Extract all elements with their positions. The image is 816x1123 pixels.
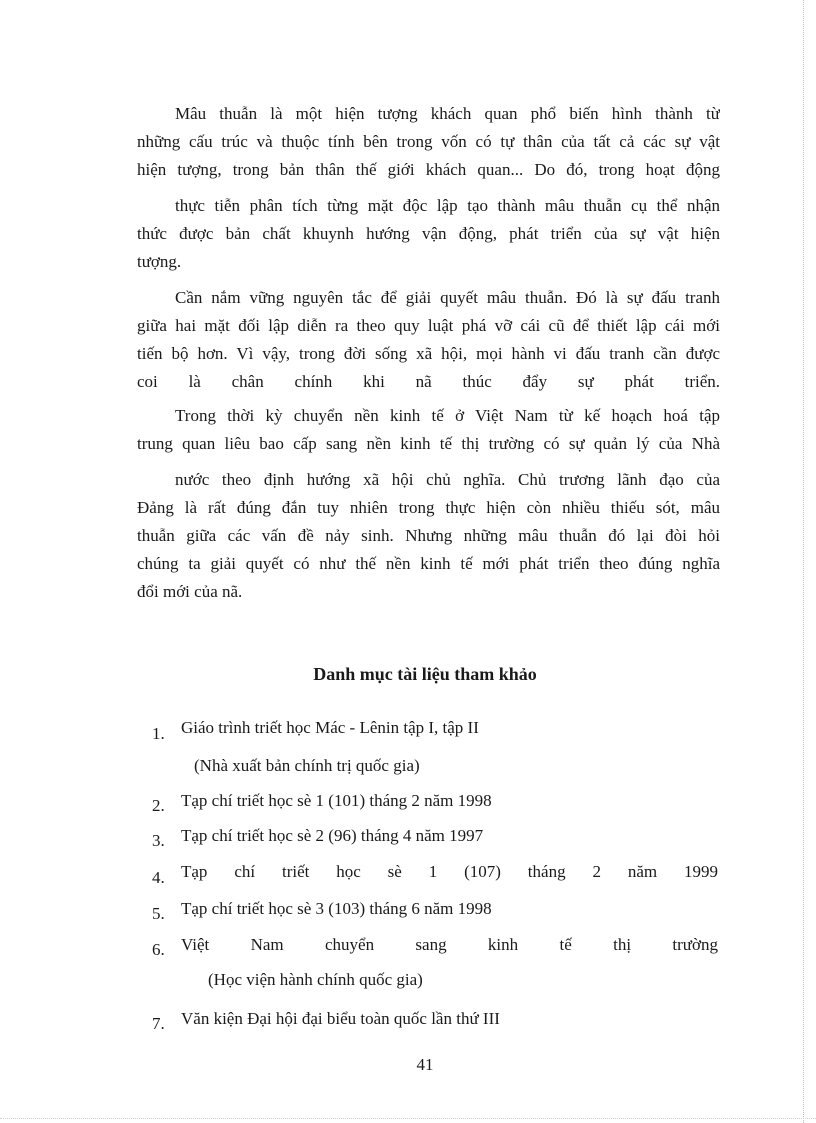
reference-text: Tạp chí triết học sè 1 (107) tháng 2 năm 1999 xyxy=(181,862,718,881)
reference-text: Giáo trình triết học Mác - Lênin tập I, tập II xyxy=(181,718,479,737)
reference-text: Tạp chí triết học sè 3 (103) tháng 6 năm 1998 xyxy=(181,899,492,918)
paragraph-line: thức được bản chất khuynh hướng vận động, phát triển của sự vật hiện xyxy=(137,224,720,243)
references-title: Danh mục tài liệu tham khảo xyxy=(313,664,537,684)
reference-number: 5. xyxy=(152,904,165,923)
reference-number: 2. xyxy=(152,796,165,815)
reference-subtext: (Học viện hành chính quốc gia) xyxy=(208,970,423,989)
paragraph-line: Mâu thuẫn là một hiện tượng khách quan phổ biến hình thành từ xyxy=(175,104,720,123)
reference-number: 3. xyxy=(152,831,165,850)
reference-text: Việt Nam chuyển sang kinh tế thị trường xyxy=(181,935,718,954)
reference-text: Tạp chí triết học sè 1 (101) tháng 2 năm 1998 xyxy=(181,791,492,810)
reference-number: 1. xyxy=(152,724,165,743)
paragraph-line: hiện tượng, trong bản thân thế giới khách quan... Do đó, trong hoạt động xyxy=(137,160,720,179)
paragraph-line: Đảng là rất đúng đắn tuy nhiên trong thực hiện còn nhiều thiếu sót, mâu xyxy=(137,498,720,517)
reference-number: 4. xyxy=(152,868,165,887)
paragraph-line: coi là chân chính khi nã thúc đẩy sự phát triển. xyxy=(137,372,720,391)
paragraph-line: nước theo định hướng xã hội chủ nghĩa. Chủ trương lãnh đạo của xyxy=(175,470,720,489)
paragraph-line: những cấu trúc và thuộc tính bên trong vốn có tự thân của tất cả các sự vật xyxy=(137,132,720,151)
paragraph-line: tiến bộ hơn. Vì vậy, trong đời sống xã hội, mọi hành vi đấu tranh cần được xyxy=(137,344,720,363)
page-number: 41 xyxy=(416,1055,434,1074)
page-edge-right xyxy=(803,0,804,1123)
paragraph-line: Trong thời kỳ chuyển nền kinh tế ở Việt Nam từ kế hoạch hoá tập xyxy=(175,406,720,425)
reference-number: 7. xyxy=(152,1014,165,1033)
paragraph-line: đổi mới của nã. xyxy=(137,582,243,601)
paragraph-line: thuẫn giữa các vấn đề nảy sinh. Nhưng những mâu thuẫn đó lại đòi hỏi xyxy=(137,526,720,545)
paragraph-line: chúng ta giải quyết có như thế nền kinh tế mới phát triển theo đúng nghĩa xyxy=(137,554,720,573)
reference-text: Tạp chí triết học sè 2 (96) tháng 4 năm 1997 xyxy=(181,826,484,845)
reference-subtext: (Nhà xuất bản chính trị quốc gia) xyxy=(194,756,420,775)
paragraph-line: giữa hai mặt đối lập diễn ra theo quy luật phá vỡ cái cũ để thiết lập cái mới xyxy=(137,316,720,335)
reference-text: Văn kiện Đại hội đại biểu toàn quốc lần thứ III xyxy=(181,1009,500,1028)
paragraph-line: trung quan liêu bao cấp sang nền kinh tế thị trường có sự quản lý của Nhà xyxy=(137,434,720,453)
paragraph-line: Cần nắm vững nguyên tắc để giải quyết mâu thuẫn. Đó là sự đấu tranh xyxy=(175,288,720,307)
paragraph-line: thực tiễn phân tích từng mặt độc lập tạo thành mâu thuẫn cụ thể nhận xyxy=(175,196,720,215)
page-edge-bottom xyxy=(0,1118,816,1119)
paragraph-line: tượng. xyxy=(137,252,182,271)
reference-number: 6. xyxy=(152,940,165,959)
